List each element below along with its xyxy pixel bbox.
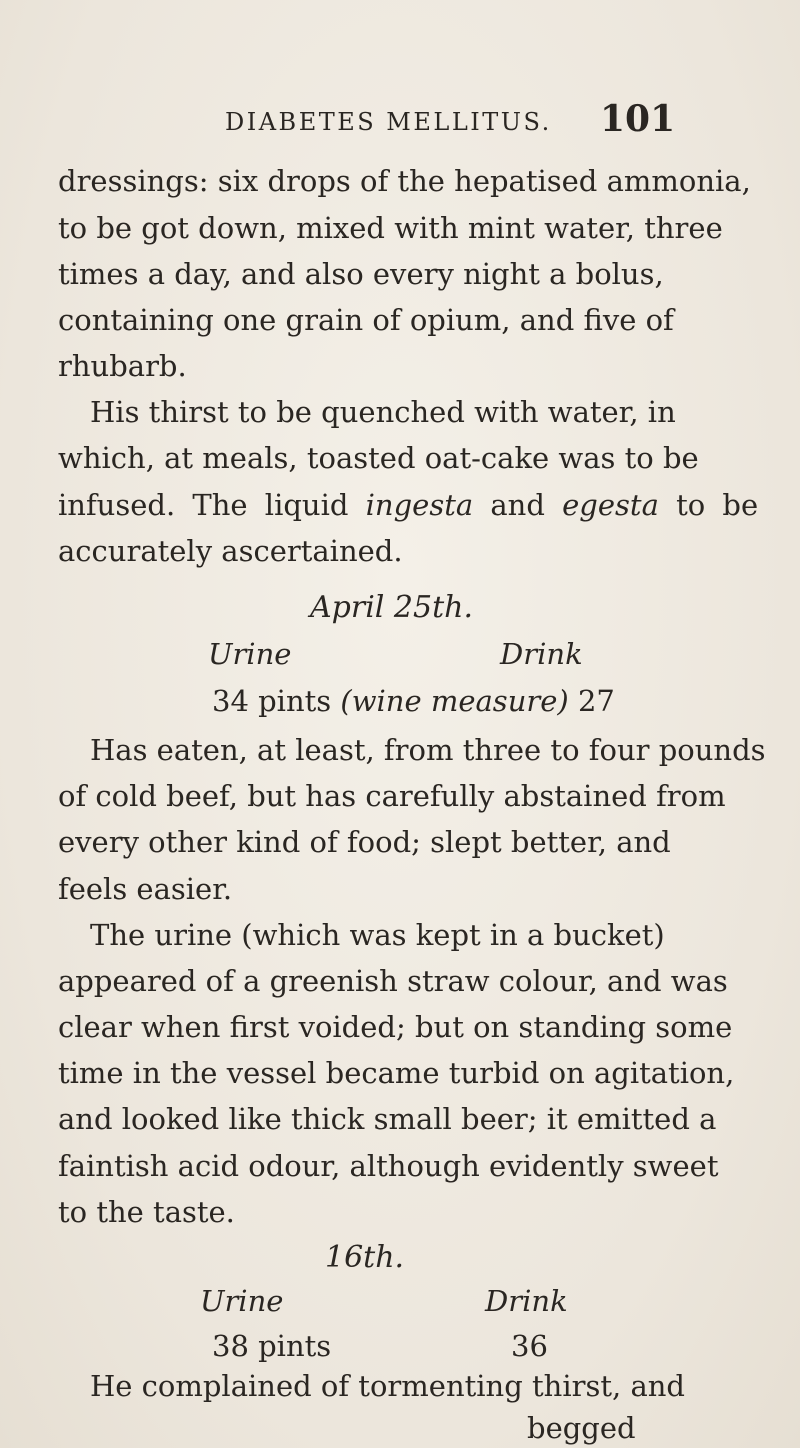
text-line: and looked like thick small beer; it emitted a: [58, 1102, 717, 1136]
urine-label: Urine: [200, 1284, 284, 1318]
text-line: dressings: six drops of the hepatised ammonia,: [58, 164, 751, 198]
text-line: which, at meals, toasted oat-cake was to be: [58, 441, 699, 475]
text-segment: and: [473, 488, 563, 522]
text-line: of cold beef, but has carefully abstained from: [58, 779, 726, 813]
drink-label: Drink: [500, 637, 583, 671]
text-line: containing one grain of opium, and five of: [58, 303, 674, 337]
text-line: He complained of tormenting thirst, and: [90, 1369, 685, 1403]
italic-term-ingesta: ingesta: [365, 488, 474, 522]
text-line: His thirst to be quenched with water, in: [90, 395, 676, 429]
running-title: DIABETES MELLITUS.: [225, 108, 552, 136]
text-line: rhubarb.: [58, 349, 187, 383]
text-line: times a day, and also every night a bolus,: [58, 257, 664, 291]
page-number: 101: [600, 98, 676, 140]
entry-date: 16th.: [325, 1240, 405, 1275]
measure-note: (wine measure): [340, 684, 569, 718]
text-line: Has eaten, at least, from three to four pounds: [90, 733, 766, 767]
text-line: feels easier.: [58, 872, 233, 906]
text-line: appeared of a greenish straw colour, and was: [58, 964, 728, 998]
text-line: time in the vessel became turbid on agitation,: [58, 1056, 735, 1090]
italic-term-egesta: egesta: [562, 488, 659, 522]
urine-value: 38 pints: [212, 1329, 332, 1363]
text-line: to be got down, mixed with mint water, three: [58, 211, 723, 245]
text-line: to the taste.: [58, 1195, 235, 1229]
drink-value: 36: [511, 1329, 548, 1363]
text-segment: to be: [658, 488, 759, 522]
text-line: faintish acid odour, although evidently sweet: [58, 1149, 719, 1183]
urine-measure: [212, 684, 615, 718]
text-line: clear when first voided; but on standing some: [58, 1010, 733, 1044]
text-segment: infused. The liquid: [58, 488, 366, 522]
urine-value: 34 pints: [212, 684, 332, 718]
drink-value: 27: [577, 684, 615, 718]
text-line: The urine (which was kept in a bucket): [90, 918, 665, 952]
entry-date: April 25th.: [310, 590, 474, 625]
catchword: begged: [527, 1411, 636, 1445]
drink-label: Drink: [485, 1284, 568, 1318]
text-line: accurately ascertained.: [58, 534, 403, 568]
text-line: every other kind of food; slept better, and: [58, 825, 671, 859]
text-line: [58, 488, 759, 522]
urine-label: Urine: [208, 637, 292, 671]
